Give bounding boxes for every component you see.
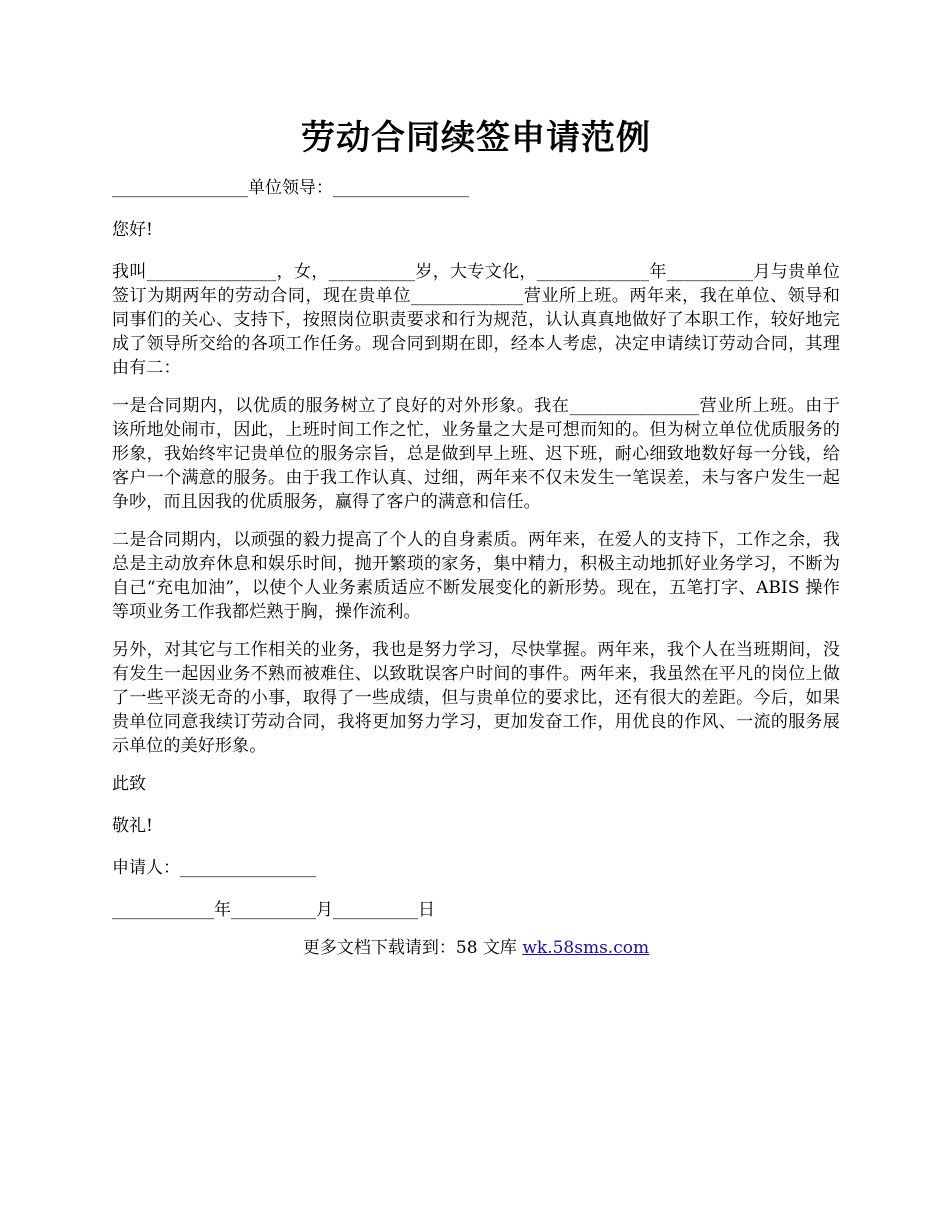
footer-link[interactable]: wk.58sms.com — [522, 938, 650, 958]
closing-ci-zhi: 此致 — [112, 774, 146, 794]
document-title: 劳动合同续签申请范例 — [301, 118, 651, 158]
paragraph-additional: 另外，对其它与工作相关的业务，我也是努力学习，尽快掌握。两年来，我个人在当班期间，没有发生一起因业务不熟而被难住、以致耽误客户时间的事件。两年来，我虽然在平凡的岗位上做了一些平淡无奇的小事，取得了一些成绩，但与贵单位的要求比，还有很大的差距。今后，如果贵单位同意我续订劳动合同，我将更加努力学习，更加发奋工作，用优良的作风、一流的服务展示单位的美好形象。 — [112, 640, 840, 756]
paragraph-intro: 我叫_______________，女，__________岁，大专文化，_____________年__________月与贵单位签订为期两年的劳动合同，现在贵单位_____________营业所上班。两年来，我在单位、领导和同事们的关心、支持下，按照岗位职责要求和行为规范，认认真真地做好了本职工作，较好地完成了领导所交给的各项工作任务。现合同到期在即，经本人考虑，决定申请续订劳动合同，其理由有二： — [112, 262, 840, 378]
salutation-line: ________________单位领导：________________ — [112, 178, 469, 198]
download-footer — [112, 936, 840, 960]
paragraph-reason-one: 一是合同期内，以优质的服务树立了良好的对外形象。我在_______________营业所上班。由于该所地处闹市，因此，上班时间工作之忙，业务量之大是可想而知的。但为树立单位优质服务的形象，我始终牢记贵单位的服务宗旨，总是做到早上班、迟下班，耐心细致地数好每一分钱，给客户一个满意的服务。由于我工作认真、过细，两年来不仅未发生一笔误差，未与客户发生一起争吵，而且因我的优质服务，赢得了客户的满意和信任。 — [112, 396, 840, 512]
date-line: ____________年__________月__________日 — [112, 900, 435, 920]
greeting: 您好! — [112, 220, 153, 240]
paragraph-reason-two: 二是合同期内，以顽强的毅力提高了个人的自身素质。两年来，在爱人的支持下，工作之余，我总是主动放弃休息和娱乐时间，抛开繁琐的家务，集中精力，积极主动地抓好业务学习，不断为自己“充电加油”，以使个人业务素质适应不断发展变化的新形势。现在，五笔打字、ABIS 操作等项业务工作我都烂熟于胸，操作流利。 — [112, 530, 840, 622]
document-page — [112, 108, 840, 960]
applicant-line: 申请人：________________ — [112, 858, 316, 878]
footer-prefix: 更多文档下载请到：58 文库 — [302, 938, 523, 958]
closing-jing-li: 敬礼! — [112, 816, 153, 836]
